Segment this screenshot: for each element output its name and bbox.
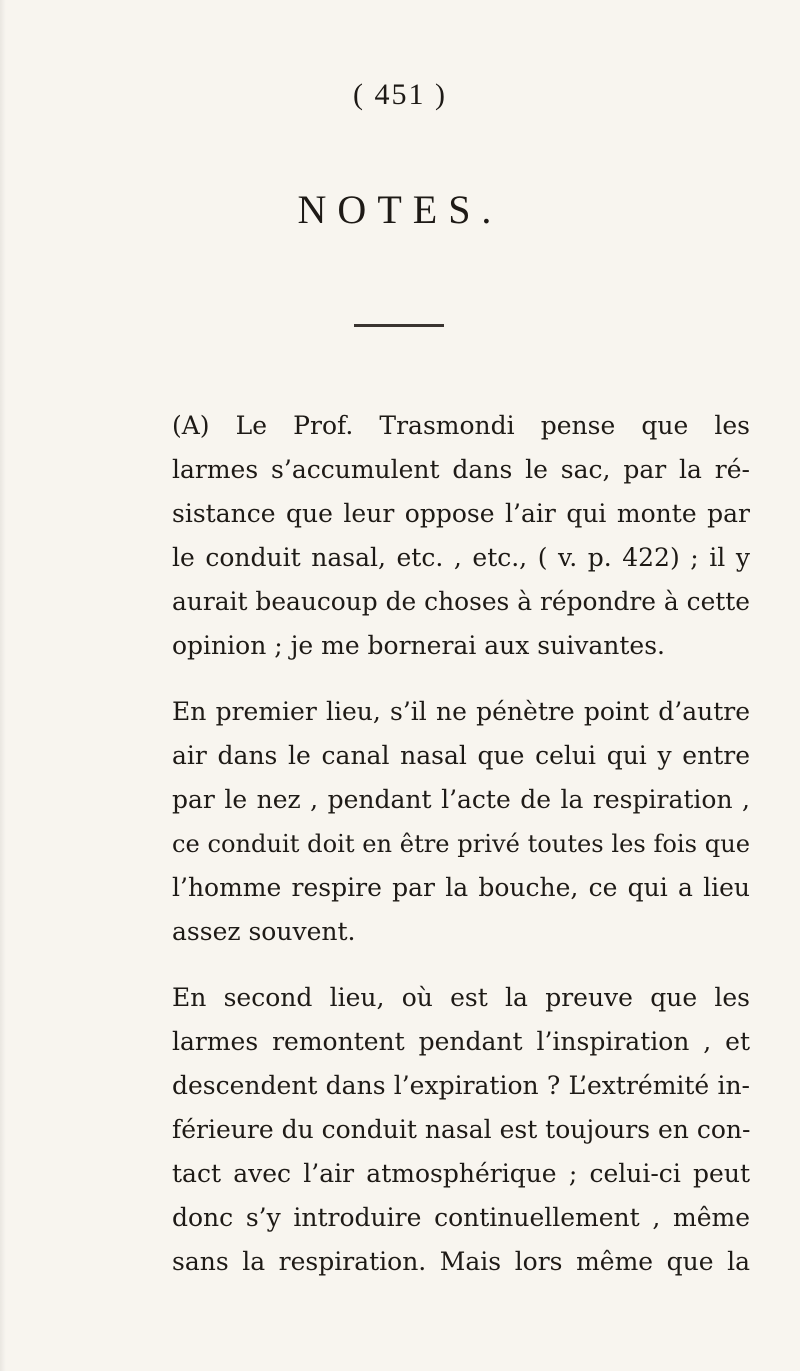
- notes-body: [172, 404, 750, 1284]
- text-line: ce conduit doit en être privé toutes les fois que: [172, 830, 750, 858]
- text-line: férieure du conduit nasal est toujours en con-: [172, 1115, 751, 1144]
- text-line: descendent dans l’expiration ? L’extrémité in-: [172, 1071, 750, 1100]
- text-line: donc s’y introduire continuellement , même: [172, 1203, 750, 1232]
- text-line: larmes s’accumulent dans le sac, par la ré-: [172, 455, 750, 484]
- text-line: le conduit nasal, etc. , etc., ( v. p. 422) ; il y: [172, 543, 750, 572]
- text-line: l’homme respire par la bouche, ce qui a lieu: [172, 873, 750, 902]
- text-line: En premier lieu, s’il ne pénètre point d’autre: [172, 697, 750, 726]
- text-line: En second lieu, où est la preuve que les: [172, 983, 750, 1012]
- text-line: par le nez , pendant l’acte de la respiration ,: [172, 785, 750, 814]
- text-line: air dans le canal nasal que celui qui y entre: [172, 741, 750, 770]
- text-line: opinion ; je me bornerai aux suivantes.: [172, 631, 665, 660]
- text-line: assez souvent.: [172, 917, 356, 946]
- page-number: ( 451 ): [353, 78, 447, 111]
- notes-heading: NOTES.: [297, 187, 503, 232]
- text-line: sistance que leur oppose l’air qui monte par: [172, 499, 750, 528]
- text-line: larmes remontent pendant l’inspiration , et: [172, 1027, 750, 1056]
- text-line: tact avec l’air atmosphérique ; celui-ci peut: [172, 1159, 750, 1188]
- text-line: sans la respiration. Mais lors même que la: [172, 1247, 750, 1276]
- heading-divider: [354, 324, 444, 327]
- text-line: aurait beaucoup de choses à répondre à cette: [172, 587, 750, 616]
- text-line: (A) Le Prof. Trasmondi pense que les: [172, 411, 750, 440]
